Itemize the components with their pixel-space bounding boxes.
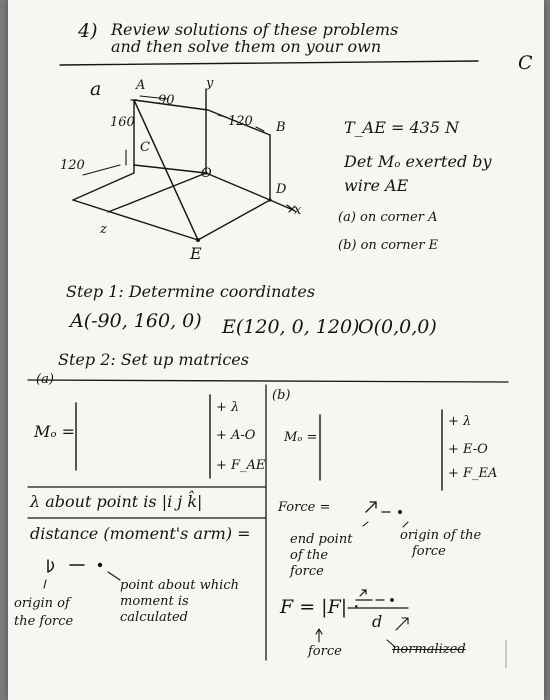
force-formula: F = |F| · bbox=[280, 596, 360, 618]
tension-value: T_AE = 435 N bbox=[344, 118, 460, 137]
determine-line-2: wire AE bbox=[344, 176, 409, 195]
point-about-note-2: moment is bbox=[120, 594, 189, 609]
dim-120-top-label: 120 bbox=[228, 114, 253, 129]
part-b-marker: (b) bbox=[272, 388, 291, 403]
moment-a-label: Mₒ = bbox=[34, 422, 76, 441]
force-arrow-label: force bbox=[308, 644, 342, 659]
problem-number: 4) bbox=[78, 20, 98, 42]
header-line-2: and then solve them on your own bbox=[111, 37, 382, 56]
coordinate-A: A(-90, 160, 0) bbox=[70, 310, 202, 332]
dim-120-left-label: 120 bbox=[60, 158, 85, 173]
matrix-a-row-2: + A-O bbox=[216, 428, 256, 443]
point-A-label: A bbox=[136, 78, 146, 93]
step-1-title: Step 1: Determine coordinates bbox=[66, 282, 316, 301]
part-a-marker: (a) bbox=[36, 372, 54, 387]
part-a-question: (a) on corner A bbox=[338, 210, 438, 225]
point-B-label: B bbox=[276, 120, 286, 135]
origin-note-1: origin of bbox=[14, 596, 70, 611]
point-C-label: C bbox=[140, 140, 150, 155]
coordinate-O: O(0,0,0) bbox=[358, 316, 437, 338]
point-E-label: E bbox=[190, 244, 202, 263]
worksheet-page bbox=[8, 0, 544, 700]
determine-line-1: Det Mₒ exerted by bbox=[344, 152, 492, 171]
matrix-b-row-3: + F_EA bbox=[448, 466, 498, 481]
matrix-b-row-1: + λ bbox=[448, 414, 472, 429]
x-axis-label: x bbox=[294, 203, 302, 218]
matrix-a-row-3: + F_AE bbox=[216, 458, 266, 473]
corner-mark: C bbox=[518, 52, 533, 74]
dim-90-label: 90 bbox=[158, 93, 175, 108]
part-b-question: (b) on corner E bbox=[338, 238, 439, 253]
origin-force-note-1: origin of the bbox=[400, 528, 482, 543]
point-O-label: O bbox=[201, 166, 212, 181]
force-equation: Force = bbox=[278, 500, 331, 515]
dim-160-label: 160 bbox=[110, 115, 135, 130]
moment-b-label: Mₒ = bbox=[284, 430, 318, 445]
end-point-note-2: of the bbox=[290, 548, 329, 563]
part-a-label: a bbox=[90, 78, 102, 100]
origin-note-2: the force bbox=[14, 614, 74, 629]
distance-d-label: d bbox=[372, 612, 383, 631]
lambda-note: λ about point is |i j k̂| bbox=[30, 492, 203, 511]
y-axis-label: y bbox=[206, 76, 214, 91]
header-line-1: Review solutions of these problems bbox=[111, 20, 399, 39]
matrix-a-row-1: + λ bbox=[216, 400, 240, 415]
origin-force-note-2: force bbox=[412, 544, 446, 559]
end-point-note-3: force bbox=[290, 564, 324, 579]
end-point-note-1: end point bbox=[290, 532, 353, 547]
step-2-title: Step 2: Set up matrices bbox=[58, 350, 249, 369]
z-axis-label: z bbox=[100, 222, 107, 237]
point-about-note-3: calculated bbox=[120, 610, 188, 625]
matrix-b-row-2: + E-O bbox=[448, 442, 488, 457]
point-about-note-1: point about which bbox=[120, 578, 239, 593]
point-D-label: D bbox=[276, 182, 287, 197]
normalized-note: normalized bbox=[392, 642, 466, 657]
coordinate-E: E(120, 0, 120) bbox=[222, 316, 360, 338]
distance-note: distance (moment's arm) = bbox=[30, 524, 251, 543]
